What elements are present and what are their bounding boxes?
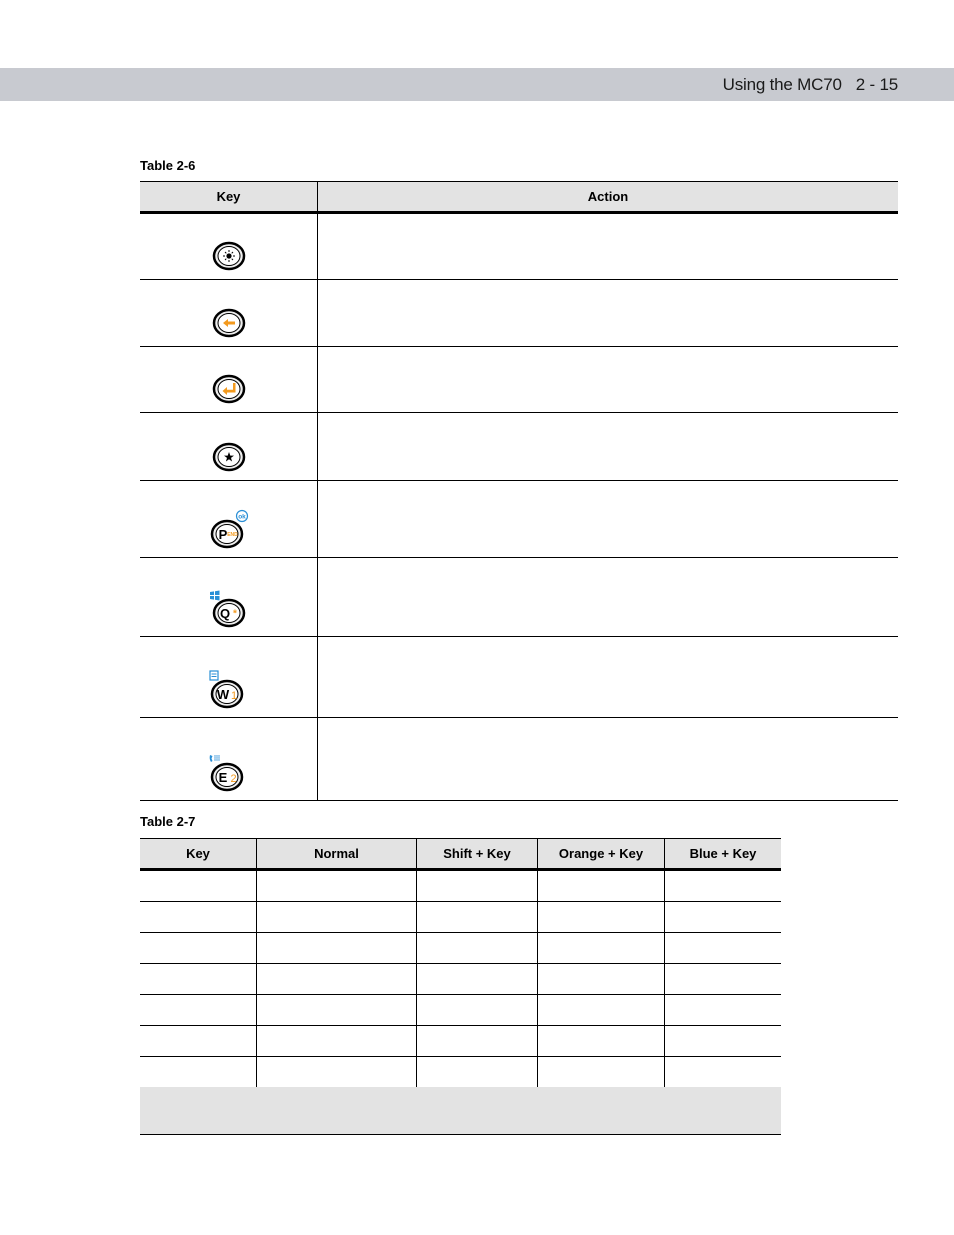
action-cell [318,280,899,347]
p-ok-key-icon [207,509,251,549]
table-2-7-caption: Table 2-7 [140,814,196,829]
svg-text:W: W [216,687,229,702]
column-header-normal: Normal [257,839,417,870]
svg-text:P: P [218,527,227,542]
table-row [140,413,898,481]
action-cell [318,558,899,637]
table-row [140,637,898,718]
table-row [140,1026,781,1057]
chapter-title: Using the MC70 [722,75,842,94]
table-row [140,1057,781,1089]
enter-key-icon [212,374,246,404]
w-menu-key-icon [207,669,251,709]
table-note [140,1087,781,1135]
e-phone-key-icon [207,752,251,792]
action-cell [318,481,899,558]
table-row [140,347,898,413]
table-row [140,213,898,280]
column-header-key: Key [140,182,318,213]
svg-text:2: 2 [229,773,237,785]
action-cell [318,347,899,413]
svg-text:1: 1 [230,690,237,702]
column-header-blue-key: Blue + Key [665,839,782,870]
svg-text:*: * [232,608,237,620]
column-header-key: Key [140,839,257,870]
star-key-icon [212,442,246,472]
action-cell [318,413,899,481]
action-cell [318,213,899,280]
table-row [140,902,781,933]
column-header-action: Action [318,182,899,213]
action-cell [318,718,899,801]
backlight-key-icon [212,241,246,271]
table-2-6-caption: Table 2-6 [140,158,196,173]
action-cell [318,637,899,718]
svg-text:E: E [218,770,227,785]
table-row [140,870,781,902]
key-modifier-table [140,838,781,1090]
svg-text:ok: ok [237,513,246,521]
table-row [140,280,898,347]
q-windows-key-icon [207,588,251,628]
column-header-shift-key: Shift + Key [417,839,538,870]
table-row [140,558,898,637]
column-header-orange-key: Orange + Key [538,839,665,870]
running-header [723,75,898,95]
table-row [140,718,898,801]
table-row [140,995,781,1026]
table-row [140,964,781,995]
backspace-key-icon [212,308,246,338]
key-action-table [140,181,898,801]
table-row [140,481,898,558]
svg-text:END: END [226,532,238,538]
page-number: 2 - 15 [855,75,898,94]
table-row [140,933,781,964]
svg-text:Q: Q [219,606,230,621]
